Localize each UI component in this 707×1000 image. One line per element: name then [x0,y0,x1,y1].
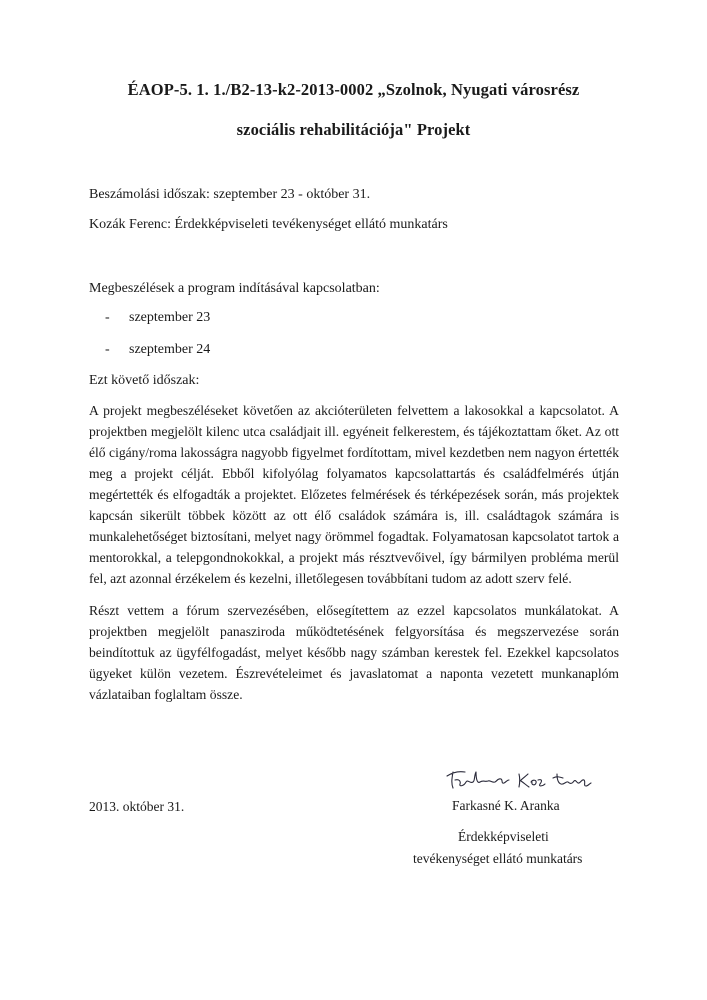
meeting-item [105,310,210,326]
meetings-intro: Megbeszélések a program indításával kapcsolatban: [89,281,380,296]
reporting-period: Beszámolási időszak: szeptember 23 - október 31. [89,187,371,202]
signer-role-line-1: Érdekképviseleti [458,829,549,844]
body-paragraph-1: A projekt megbeszéléseket követően az akcióterületen felvettem a lakosokkal a kapcsolatot. A projektben megjelölt kilenc utca családjait ill. egyéneit felkerestem, és tájékoztattam őket. Az ott élő cigány/roma lakosságra nagyobb figyelmet fordítottam, mivel kezdetben nem nagyon értették meg a projekt célját. Ebből kifolyólag folyamatos kapcsolattartás és családfelmérés útján megértették és elfogadták a projektet. Előzetes felmérések és térképezések során, más projektek kapcsán sikerült többek között az ott élő családok számára is, ill. családtagok számára is munkalehetőséget biztosítani, melyet nagy örömmel fogadtak. Folyamatosan kapcsolatot tartok a mentorokkal, a telepgondnokokkal, a projekt más résztvevőivel, így bármilyen probléma merül fel, azt azonnal érzékelem és kezelni, illetőlegesen továbbítani tudom az adott szerv felé. [89,403,619,586]
meeting-item [105,342,210,358]
document-date: 2013. október 31. [89,799,185,814]
meeting-date: szeptember 23 [129,310,211,325]
author-line: Kozák Ferenc: Érdekképviseleti tevékenységet ellátó munkatárs [89,217,448,232]
signer-role-line-2: tevékenységet ellátó munkatárs [413,851,583,866]
body-paragraph-2: Részt vettem a fórum szervezésében, elősegítettem az ezzel kapcsolatos munkálatokat. A projektben megjelölt panasziroda működtetésének felgyorsítása és megszervezése során beindítottuk az ügyfélfogadást, melyet később nagy számban kerestek fel. Ezekkel kapcsolatos ügyeket külön vezetem. Észrevételeimet és javaslatomat a naponta vezetett munkanaplóm vázlataiban foglaltam össze. [89,603,619,702]
document-title-line-2: szociális rehabilitációja" Projekt [236,120,471,139]
handwritten-signature [443,762,593,798]
bullet-dash: - [105,342,110,357]
following-period-heading: Ezt követő időszak: [89,373,200,388]
meeting-date: szeptember 24 [129,342,211,357]
document-title-line-1: ÉAOP-5. 1. 1./B2-13-k2-2013-0002 „Szolnok, Nyugati városrész [127,80,580,99]
signer-name: Farkasné K. Aranka [452,798,560,813]
bullet-dash: - [105,310,110,325]
